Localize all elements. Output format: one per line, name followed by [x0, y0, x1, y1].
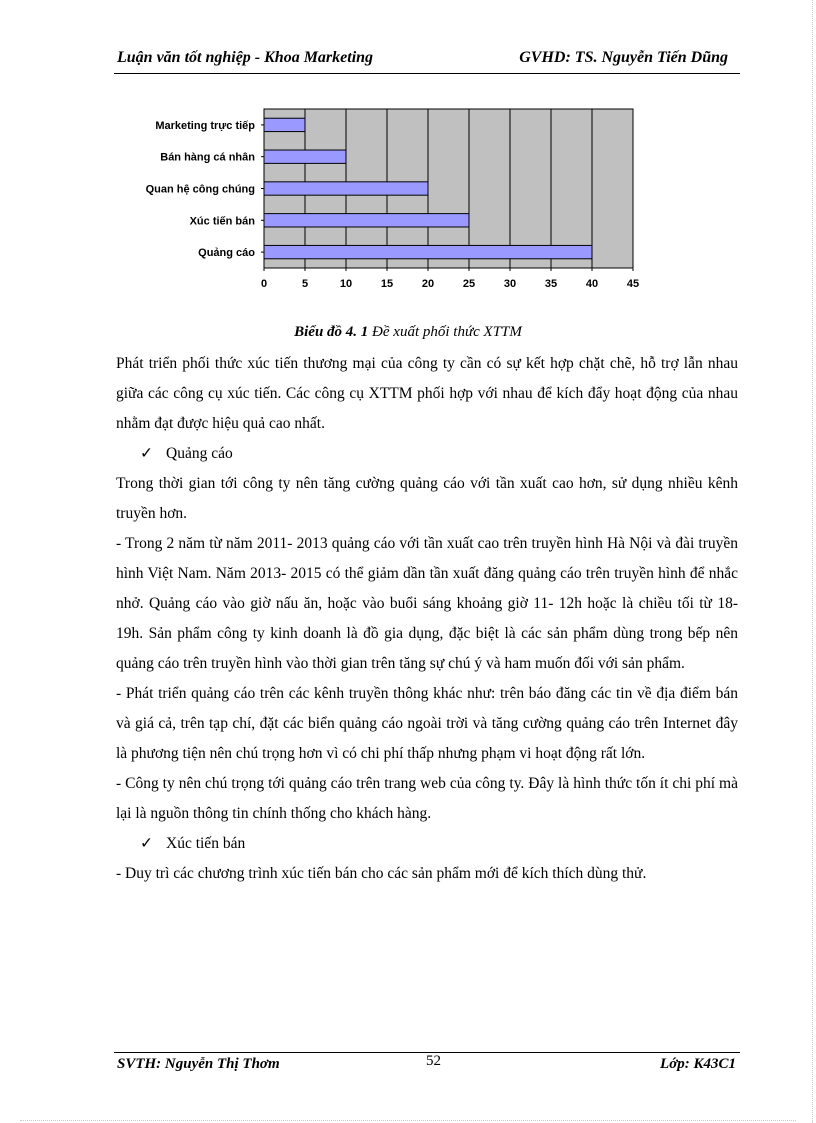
category-label: Marketing trực tiếp: [155, 119, 255, 132]
page-edge-right: [812, 0, 813, 1123]
bullet-advertising-label: Quảng cáo: [166, 445, 233, 462]
x-tick-label: 45: [626, 278, 640, 290]
bar: [264, 245, 592, 258]
check-icon: ✓: [140, 835, 153, 852]
category-label: Quảng cáo: [198, 247, 255, 260]
x-tick-label: 40: [585, 278, 599, 290]
page-edge-bottom: [20, 1120, 796, 1121]
page-header: [114, 47, 740, 74]
category-label: Xúc tiến bán: [189, 215, 255, 228]
page-footer: [114, 1052, 740, 1079]
x-tick-label: 15: [380, 278, 394, 290]
figure-caption: [0, 324, 816, 341]
header-supervisor: GVHD: TS. Nguyễn Tiến Dũng: [519, 49, 728, 66]
footer-student: SVTH: Nguyễn Thị Thơm: [117, 1056, 280, 1072]
bullet-sales-promotion-label: Xúc tiến bán: [166, 835, 246, 852]
bar: [264, 214, 469, 227]
x-tick-label: 10: [339, 278, 353, 290]
header-thesis-title: Luận văn tốt nghiệp - Khoa Marketing: [117, 49, 374, 66]
paragraph-website: - Công ty nên chú trọng tới quảng cáo trên trang web của công ty. Đây là hình thức tốn ít chi phí mà lại là nguồn thông tin chính thống cho khách hàng.: [116, 775, 738, 822]
x-tick-label: 20: [421, 278, 435, 290]
category-label: Bán hàng cá nhân: [160, 151, 255, 164]
bar: [264, 150, 346, 163]
paragraph-other-media: - Phát triển quảng cáo trên các kênh truyền thông khác như: trên báo đăng các tin về địa điểm bán và giá cả, trên tạp chí, đặt các biển quảng cáo ngoài trời và tăng cường quảng cáo trên Internet đây là phương tiện nên chú trọng hơn vì có chi phí thấp nhưng phạm vi hoạt động rất lớn.: [116, 685, 738, 762]
paragraph-tv-advertising: - Trong 2 năm từ năm 2011- 2013 quảng cáo với tần xuất cao trên truyền hình Hà Nội và đài truyền hình Việt Nam. Năm 2013- 2015 có thể giảm dần tần xuất đăng quảng cáo trên truyền hình để nhắc nhở. Quảng cáo vào giờ nấu ăn, hoặc vào buổi sáng khoảng giờ 11- 12h hoặc là chiều tối từ 18- 19h. Sản phẩm công ty kinh doanh là đồ gia dụng, đặc biệt là các sản phẩm dùng trong bếp nên quảng cáo trên truyền hình vào thời gian trên tăng sự chú ý và ham muốn đối với sản phẩm.: [116, 535, 738, 672]
x-tick-label: 5: [301, 278, 309, 290]
check-icon: ✓: [140, 445, 153, 462]
paragraph-sales-promotion: - Duy trì các chương trình xúc tiến bán cho các sản phẩm mới để kích thích dùng thử.: [116, 865, 647, 882]
paragraph-advertising-plan: Trong thời gian tới công ty nên tăng cường quảng cáo với tần xuất cao hơn, sử dụng nhiều kênh truyền hơn.: [116, 475, 738, 522]
x-tick-label: 0: [260, 278, 268, 290]
bar: [264, 118, 305, 131]
paragraph-intro: Phát triển phối thức xúc tiến thương mại của công ty cần có sự kết hợp chặt chẽ, hỗ trợ lẫn nhau giữa các công cụ xúc tiến. Các công cụ XTTM phối hợp với nhau để kích đẩy hoạt động của nhau nhằm đạt được hiệu quả cao nhất.: [116, 355, 738, 432]
figure-caption-number: Biểu đồ 4. 1: [294, 324, 369, 340]
footer-class: Lớp: K43C1: [660, 1056, 736, 1072]
bar: [264, 182, 428, 195]
figure-caption-text: Đề xuất phối thức XTTM: [368, 324, 522, 340]
bullet-advertising: [116, 439, 738, 469]
x-tick-label: 35: [544, 278, 558, 290]
bullet-sales-promotion: [116, 829, 738, 859]
page-number: 52: [426, 1053, 441, 1069]
category-label: Quan hệ công chúng: [145, 183, 255, 196]
bar-chart: [110, 104, 650, 300]
main-text: [116, 349, 738, 889]
x-tick-label: 30: [503, 278, 517, 290]
x-tick-label: 25: [462, 278, 476, 290]
